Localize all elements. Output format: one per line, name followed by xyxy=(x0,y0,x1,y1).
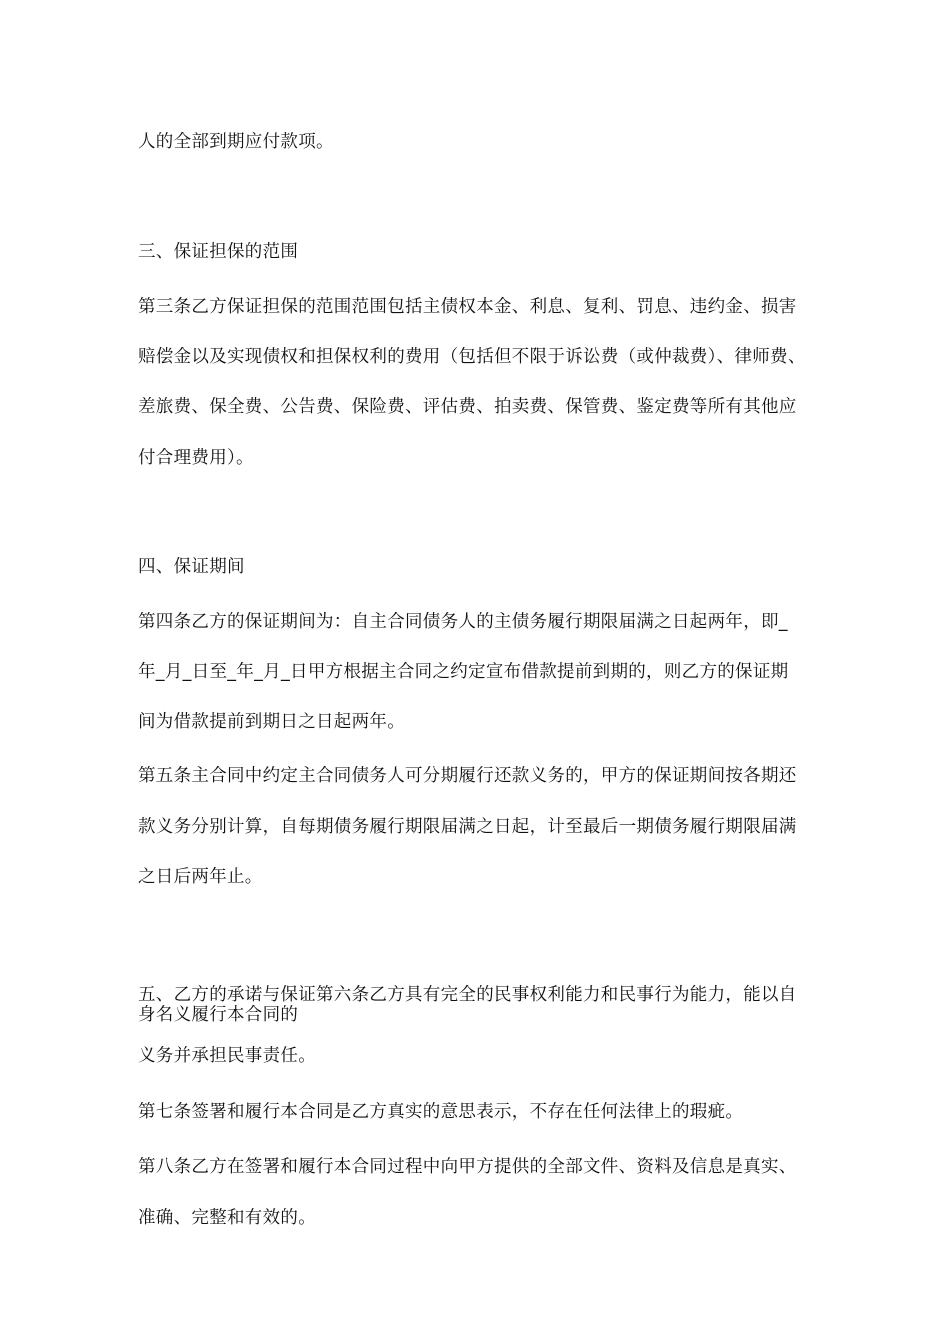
text-line: 间为借款提前到期日之日起两年。 xyxy=(138,712,405,732)
section-heading: 四、保证期间 xyxy=(138,557,245,577)
text-line: 准确、完整和有效的。 xyxy=(138,1208,316,1228)
text-line: 第七条签署和履行本合同是乙方真实的意思表示，不存在任何法律上的瑕疵。 xyxy=(138,1102,744,1122)
text-line: 第八条乙方在签署和履行本合同过程中向甲方提供的全部文件、资料及信息是真实、 xyxy=(138,1157,797,1177)
text-line: 差旅费、保全费、公告费、保险费、评估费、拍卖费、保管费、鉴定费等所有其他应 xyxy=(138,397,797,417)
text-line: 人的全部到期应付款项。 xyxy=(138,132,334,152)
text-line: 第三条乙方保证担保的范围范围包括主债权本金、利息、复利、罚息、违约金、损害 xyxy=(138,297,797,317)
text-line: 款义务分别计算，自每期债务履行期限届满之日起，计至最后一期债务履行期限届满 xyxy=(138,817,797,837)
text-line: 第四条乙方的保证期间为：自主合同债务人的主债务履行期限届满之日起两年，即_ xyxy=(138,612,788,632)
text-line: 第五条主合同中约定主合同债务人可分期履行还款义务的，甲方的保证期间按各期还 xyxy=(138,766,797,786)
section-heading: 五、乙方的承诺与保证第六条乙方具有完全的民事权利能力和民事行为能力，能以自 xyxy=(138,985,797,1005)
text-line: 之日后两年止。 xyxy=(138,867,263,887)
section-heading: 三、保证担保的范围 xyxy=(138,242,299,262)
text-line: 付合理费用）。 xyxy=(138,448,254,468)
text-line: 赔偿金以及实现债权和担保权利的费用（包括但不限于诉讼费（或仲裁费）、律师费、 xyxy=(138,347,806,367)
text-line: 身名义履行本合同的 xyxy=(138,1005,299,1025)
text-line: 年_月_日至_年_月_日甲方根据主合同之约定宣布借款提前到期的，则乙方的保证期 xyxy=(138,662,789,682)
text-line: 义务并承担民事责任。 xyxy=(138,1046,316,1066)
